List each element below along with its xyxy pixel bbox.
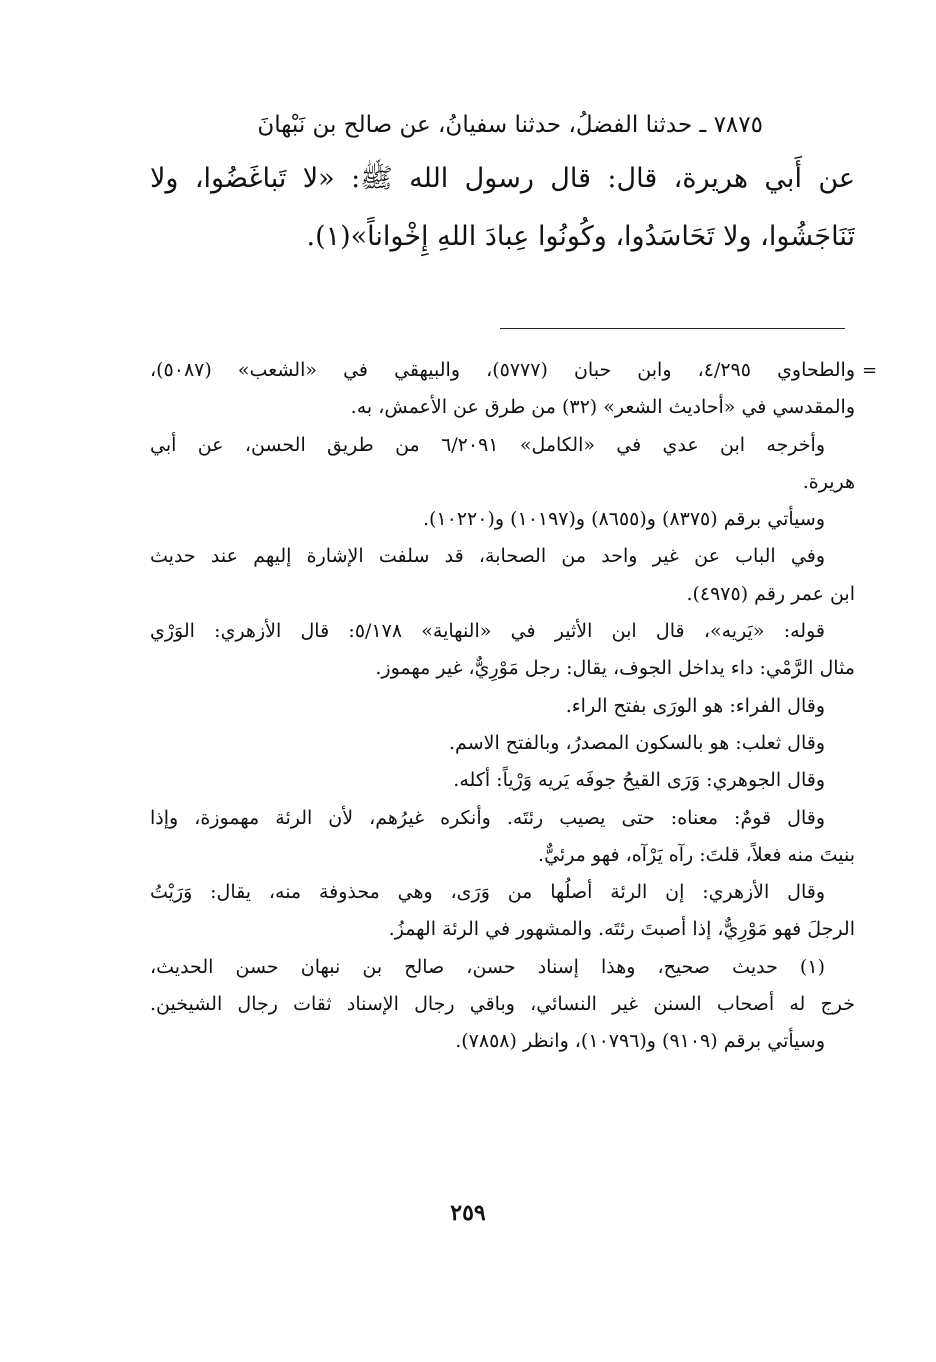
footnote-line: وقال ثعلب: هو بالسكون المصدرُ، وبالفتح الاسم. bbox=[449, 731, 825, 754]
footnote-line: وقال قومٌ: معناه: حتى يصيب رئتَه. وأنكره غيرُهم، لأن الرئة مهموزة، وإذا bbox=[150, 806, 825, 829]
footnote-line: وأخرجه ابن عدي في «الكامل» ٦/٢٠٩١ من طريق الحسن، عن أبي bbox=[150, 433, 825, 456]
footnote-line: والمقدسي في «أحاديث الشعر» (٣٢) من طرق عن الأعمش، به. bbox=[350, 396, 855, 419]
page-number: ٢٥٩ bbox=[450, 1200, 486, 1226]
footnote-divider bbox=[500, 328, 845, 329]
footnote-line: وفي الباب عن غير واحد من الصحابة، قد سلفت الإشارة إليهم عند حديث bbox=[150, 545, 825, 568]
footnote-line: هريرة. bbox=[802, 470, 855, 493]
footnote-line: ابن عمر رقم (٤٩٧٥). bbox=[686, 582, 855, 605]
footnote-line: بنيتَ منه فعلاً، قلتَ: رآه يَرْآه، فهو مرئيٌّ. bbox=[538, 843, 855, 866]
hadith-text bbox=[150, 100, 855, 266]
footnote-line: الرجلَ فهو مَوْرِيٌّ، إذا أصبتَ رئتَه. والمشهور في الرئة الهمزُ. bbox=[388, 918, 855, 941]
footnotes bbox=[150, 352, 855, 1061]
footnote-line: وسيأتي برقم (٨٣٧٥) و(٨٦٥٥) و(١٠١٩٧) و(١٠٢٢٠). bbox=[422, 508, 825, 531]
footnote-line: مثال الرَّمْي: داء يداخل الجوف، يقال: رجل مَوْرِيٌّ، غير مهموز. bbox=[375, 657, 855, 680]
hadith-line-2: عن أَبي هريرة، قال: قال رسول الله ﷺ: «لا تَباغَضُوا، ولا bbox=[150, 163, 855, 194]
footnote-line: قوله: «يَريه»، قال ابن الأثير في «النهاية» ٥/١٧٨: قال الأزهري: الوَرْي bbox=[150, 620, 825, 643]
continuation-mark: = bbox=[862, 360, 878, 381]
footnote-line: والطحاوي ٤/٢٩٥، وابن حبان (٥٧٧٧)، والبيهقي في «الشعب» (٥٠٨٧)، bbox=[150, 359, 855, 381]
footnote-line: وقال الفراء: هو الورَى بفتح الراء. bbox=[565, 694, 825, 717]
footnote-line: خرج له أصحاب السنن غير النسائي، وباقي رجال الإسناد ثقات رجال الشيخين. bbox=[150, 993, 855, 1016]
footnote-line: وسيأتي برقم (٩١٠٩) و(١٠٧٩٦)، وانظر (٧٨٥٨). bbox=[455, 1030, 825, 1053]
footnote-line: وقال الجوهري: وَرَى القيحُ جوفَه يَريه وَرْياً: أكله. bbox=[453, 769, 825, 792]
footnote-line: وقال الأزهري: إن الرئة أصلُها من وَرَى، وهي محذوفة منه، يقال: وَرَيْتُ bbox=[150, 881, 825, 904]
footnote-line: (١) حديث صحيح، وهذا إسناد حسن، صالح بن نبهان حسن الحديث، bbox=[150, 955, 825, 978]
hadith-line-1: ٧٨٧٥ ـ حدثنا الفضلُ، حدثنا سفيانُ، عن صالح بن نَبْهانَ bbox=[257, 112, 763, 138]
hadith-line-3: تَنَاجَشُوا، ولا تَحَاسَدُوا، وكُونُوا عِبادَ اللهِ إِخْواناً»(١). bbox=[306, 221, 855, 252]
